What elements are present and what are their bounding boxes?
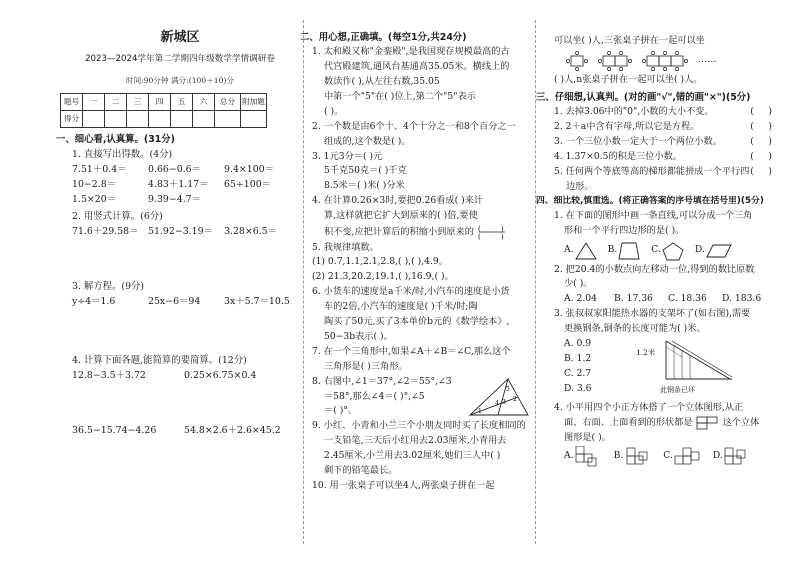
svg-text:2: 2: [513, 395, 517, 403]
shape-options: [542, 239, 772, 263]
calc-item: 0.66−0.6＝: [148, 163, 202, 175]
line: 可以坐( )人,三张桌子拼在一起可以坐: [554, 35, 705, 46]
judge-text: 4. 1.37×0.5的积是三位小数。: [554, 150, 682, 162]
option-label: A.: [564, 450, 574, 462]
svg-text:1: 1: [478, 407, 482, 415]
s2-question-5: [312, 241, 530, 286]
pentagon-icon[interactable]: [661, 241, 685, 261]
line: 7. 在一个三角形中,如果∠A＋∠B＝∠C,那么这个: [312, 345, 511, 357]
line: 10. 用一张桌子可以坐4人,两张桌子拼在一起: [312, 480, 495, 492]
svg-text:4: 4: [495, 399, 499, 407]
svg-text:(: (: [477, 233, 481, 241]
score-cell: 五: [171, 93, 193, 110]
option-label: D.: [712, 450, 723, 462]
option-label: A.: [564, 244, 574, 256]
triangle-icon[interactable]: [574, 241, 598, 261]
cube-options: [542, 446, 772, 468]
option-label: D.: [694, 244, 705, 256]
score-input[interactable]: [105, 110, 127, 127]
line: 8.5米＝( )米( )分米: [324, 180, 405, 192]
score-input[interactable]: [149, 110, 171, 127]
calc-item: 36.5−15.74−4.26: [72, 425, 157, 437]
option-label: B.: [613, 450, 624, 462]
line: 50−3b表示( )。: [324, 330, 393, 342]
score-table: [60, 93, 267, 128]
line: ＝( )°。: [324, 405, 358, 417]
option[interactable]: C. 2.7: [564, 367, 592, 379]
s2-question-4: [312, 194, 530, 240]
line: 3. 张叔叔家阳能热水器的支架坏了(如右图),需要: [554, 308, 751, 320]
question-text: 4. 计算下面各题,能简算的要简算。(12分): [72, 355, 247, 367]
score-input[interactable]: [241, 110, 267, 127]
line: 组成的,这个数是( )。: [324, 135, 411, 147]
line: [312, 224, 530, 240]
line: 9. 小红、小青和小兰三个小朋友同时买了长度相同的: [312, 420, 526, 432]
section-3-title: 三、仔细想,认真判。(对的画"√",错的画"×")(5分): [536, 91, 751, 103]
one-table-icon: [566, 51, 588, 71]
calc-row: [72, 162, 300, 177]
fraction-blank-icon[interactable]: [477, 224, 507, 240]
line: 陶买了50元,买了3本单价b元的《数学绘本》,: [324, 316, 510, 328]
score-input[interactable]: [171, 110, 193, 127]
judge-item: [554, 165, 772, 180]
calc-item: 51.92−3.19＝: [148, 225, 213, 237]
judge-item: [554, 150, 772, 165]
line: 剩下的铅笔最长。: [324, 465, 398, 477]
view-shape-icon: [696, 416, 720, 430]
column-3: [536, 34, 772, 562]
line: 2. 把20.4的小数点向左移动一位,得到的数比原数: [554, 263, 755, 275]
judge-text: 5. 任何两个等底等高的梯形都能拼成一个平行四: [554, 165, 750, 177]
s2-question-8: [312, 375, 530, 420]
judge-item: [554, 105, 772, 120]
s4q3-options: [542, 337, 772, 401]
score-cell: 题号: [61, 93, 83, 110]
line: 2.45厘米,小兰用去3.02厘米,她们三人中( ): [324, 450, 501, 462]
svg-text:): ): [500, 225, 504, 234]
line: 车的2倍,小汽车的速度是( )千米/时;陶: [324, 301, 478, 313]
calc-item: 9.4×100＝: [224, 163, 275, 175]
score-input[interactable]: [83, 110, 105, 127]
question-4: [60, 353, 300, 368]
section-4-title: 四、细比较,慎重选。(将正确答案的序号填在括号里)(5分): [536, 196, 764, 207]
line: 1. 在下面的图形中画一条直线,可以分成一个三角: [554, 209, 753, 221]
score-cell: 总分: [215, 93, 241, 110]
line: ( )。: [324, 105, 344, 117]
s2-question-7: [312, 345, 530, 375]
svg-text:(: (: [477, 225, 481, 234]
score-cell: 三: [127, 93, 149, 110]
line: 图形是( )。: [564, 431, 611, 443]
page-title: 新城区: [160, 30, 200, 45]
option[interactable]: C. 18.36: [668, 293, 707, 305]
column-2: [300, 30, 530, 562]
calc-item: 9.39−4.7＝: [148, 193, 202, 205]
calc-item: y÷4＝1.6: [72, 296, 116, 308]
line: 4. 在计算0.26×3时,要把0.26看成( )来计: [312, 195, 484, 207]
judge-text: 3. 一个三位小数一定大于一个两位小数。: [554, 135, 722, 147]
s2-question-10: [312, 479, 530, 494]
solar-heater-icon: [662, 337, 734, 381]
calc-item: 25x−6＝94: [148, 296, 201, 308]
calc-row: [72, 192, 300, 207]
page-subtitle: 2023—2024学年第二学期四年级数学学情调研卷: [85, 53, 275, 64]
line-text: 面、右面、上面看到的形状都是: [564, 416, 693, 428]
question-2: [60, 209, 300, 224]
svg-text:3: 3: [502, 398, 506, 406]
answer-blank[interactable]: ( ): [750, 120, 772, 132]
score-input[interactable]: [127, 110, 149, 127]
cube-shape-d-icon[interactable]: [723, 446, 753, 468]
line: [542, 416, 772, 431]
line: 更换钢条,钢条的长度可能为( )米。: [564, 323, 706, 335]
svg-text:5: 5: [506, 385, 510, 393]
cube-shape-c-icon[interactable]: [673, 446, 703, 468]
judge-item: [554, 135, 772, 150]
calc-row: [60, 224, 300, 239]
line: 中第一个"5"在( )位上,第二个"5"表示: [324, 90, 476, 102]
table-diagram-row: [542, 51, 772, 71]
option-label: C.: [651, 244, 661, 256]
calc-item: 4.83＋1.17＝: [148, 178, 209, 190]
line: 1. 太和殿又称"金銮殿",是我国现存规模最高的古: [312, 46, 510, 58]
line-text: 这个立体: [722, 416, 760, 428]
score-cell: 二: [105, 93, 127, 110]
line-text: 积不变,应把计算后的积缩小到原来的: [324, 226, 474, 238]
s2-question-3: [312, 150, 530, 195]
score-cell: 六: [193, 93, 215, 110]
svg-text:): ): [500, 233, 504, 241]
answer-blank[interactable]: ( ): [750, 106, 772, 118]
line: ＝58°,那么∠4＝( )°,∠5: [324, 390, 425, 402]
line: 代宫殿建筑,通风台基通高35.05米。横线上的: [324, 61, 510, 73]
question-1: [60, 147, 300, 162]
calc-row: [60, 368, 300, 383]
line: ( )人,n张桌子拼在一起可以坐( )人。: [554, 73, 703, 85]
line: (1) 0.7,1.1,2.1,2.8,( ),( ),4.9。: [312, 256, 448, 268]
calc-item: 71.6＋29.58＝: [72, 225, 139, 237]
line: 5. 我规律填数。: [312, 241, 379, 253]
question-text: 1. 直接写出得数。(4分): [72, 148, 173, 160]
score-input[interactable]: [215, 110, 241, 127]
line: 形和一个平行四边形的是( )。: [564, 224, 685, 236]
question-text: 2. 用竖式计算。(6分): [72, 210, 163, 222]
line: 2. 一个数是由6个十、4个十分之一和8个百分之一: [312, 120, 516, 132]
cube-shape-b-icon[interactable]: [623, 446, 653, 468]
calc-item: 3x＋5.7＝10.5: [224, 296, 290, 308]
option[interactable]: B. 1.2: [564, 352, 592, 364]
judge-text: 边形。: [566, 180, 594, 192]
option-label: C.: [663, 450, 673, 462]
line: 三角形是( )三角形。: [324, 360, 408, 372]
line: 4. 小平用四个小正方体搭了一个立体图形,从正: [554, 402, 744, 414]
judge-list: [542, 105, 772, 194]
question-3: [60, 279, 300, 294]
column-1: [56, 0, 300, 562]
score-cell: 四: [149, 93, 171, 110]
s2-question-6: [312, 285, 530, 345]
trapezoid-icon[interactable]: [617, 241, 641, 261]
section-1-title: 一、细心看,认真算。(31分): [56, 133, 175, 145]
calc-item: 1.5×20＝: [72, 193, 117, 205]
calc-item: 12.8−3.5＋3.72: [72, 370, 146, 382]
judge-text: 2. 2＋a中含有字母,所以它是方程。: [554, 120, 700, 132]
calc-item: 0.25×6.75×0.4: [184, 370, 257, 382]
calc-row: [60, 294, 300, 309]
three-tables-icon: [642, 51, 688, 71]
option[interactable]: B. 17.36: [614, 293, 653, 305]
line: 算,这样就把它扩大到原来的( )倍,要使: [324, 210, 478, 222]
s2-question-2: [312, 120, 530, 150]
parallelogram-icon[interactable]: [705, 241, 733, 261]
option[interactable]: A. 0.9: [564, 338, 592, 350]
answer-blank[interactable]: ( ): [750, 150, 772, 162]
score-cell: 得分: [61, 110, 83, 127]
exam-meta: 时间:90分钟 满分:(100＋10)分: [125, 75, 235, 85]
question-text: 3. 解方程。(9分): [72, 281, 145, 293]
calc-item: 3.28×6.5＝: [224, 225, 278, 237]
line: 3. 1元3分＝( )元: [312, 150, 383, 162]
calc-item: 7.51＋0.4＝: [72, 163, 127, 175]
option[interactable]: D. 183.6: [722, 293, 762, 305]
caption: 此钢条已坏: [660, 386, 695, 395]
line: 6. 小货车的速度是a千米/时,小汽车的速度是小货: [312, 286, 510, 298]
cube-shape-a-icon[interactable]: [574, 446, 604, 468]
option[interactable]: A. 2.04: [564, 293, 597, 305]
s2-question-9: [312, 419, 530, 479]
calc-item: 10−2.8＝: [72, 178, 117, 190]
answer-blank[interactable]: ( ): [750, 165, 772, 177]
height-label: 1.2米: [636, 348, 656, 358]
line: 少( )。: [564, 278, 593, 290]
angle-diagram-icon: [468, 377, 530, 417]
line: 5千克50克＝( )千克: [324, 165, 407, 177]
line: 一支铅笔,三天后小红用去2.03厘米,小青用去: [324, 435, 507, 447]
calc-row: [72, 177, 300, 192]
section-2-title: 二、用心想,正确填。(每空1分,共24分): [300, 32, 467, 43]
line: (2) 21.3,20.2,19.1,( ),16.9,( )。: [312, 271, 454, 283]
judge-item: [554, 120, 772, 135]
score-cell: 一: [83, 93, 105, 110]
answer-blank[interactable]: ( ): [750, 135, 772, 147]
option[interactable]: D. 3.6: [564, 382, 592, 394]
s2-question-1: [312, 45, 530, 120]
two-tables-icon: [598, 51, 632, 71]
ellipsis: ……: [698, 54, 717, 66]
score-input[interactable]: [193, 110, 215, 127]
option-label: B.: [607, 244, 618, 256]
line: 数读作( ),从左往右数,35.05: [324, 76, 440, 88]
calc-item: 65÷100＝: [224, 178, 272, 190]
calc-item: 54.8×2.6＋2.6×45.2: [184, 425, 281, 437]
score-cell: 附加题: [241, 93, 267, 110]
option-row: [542, 292, 772, 307]
calc-row: [60, 423, 300, 438]
judge-text: 1. 去掉3.06中的"0",小数的大小不变。: [554, 106, 714, 118]
line: 8. 右图中,∠1＝37°,∠2＝55°,∠3: [312, 375, 452, 387]
